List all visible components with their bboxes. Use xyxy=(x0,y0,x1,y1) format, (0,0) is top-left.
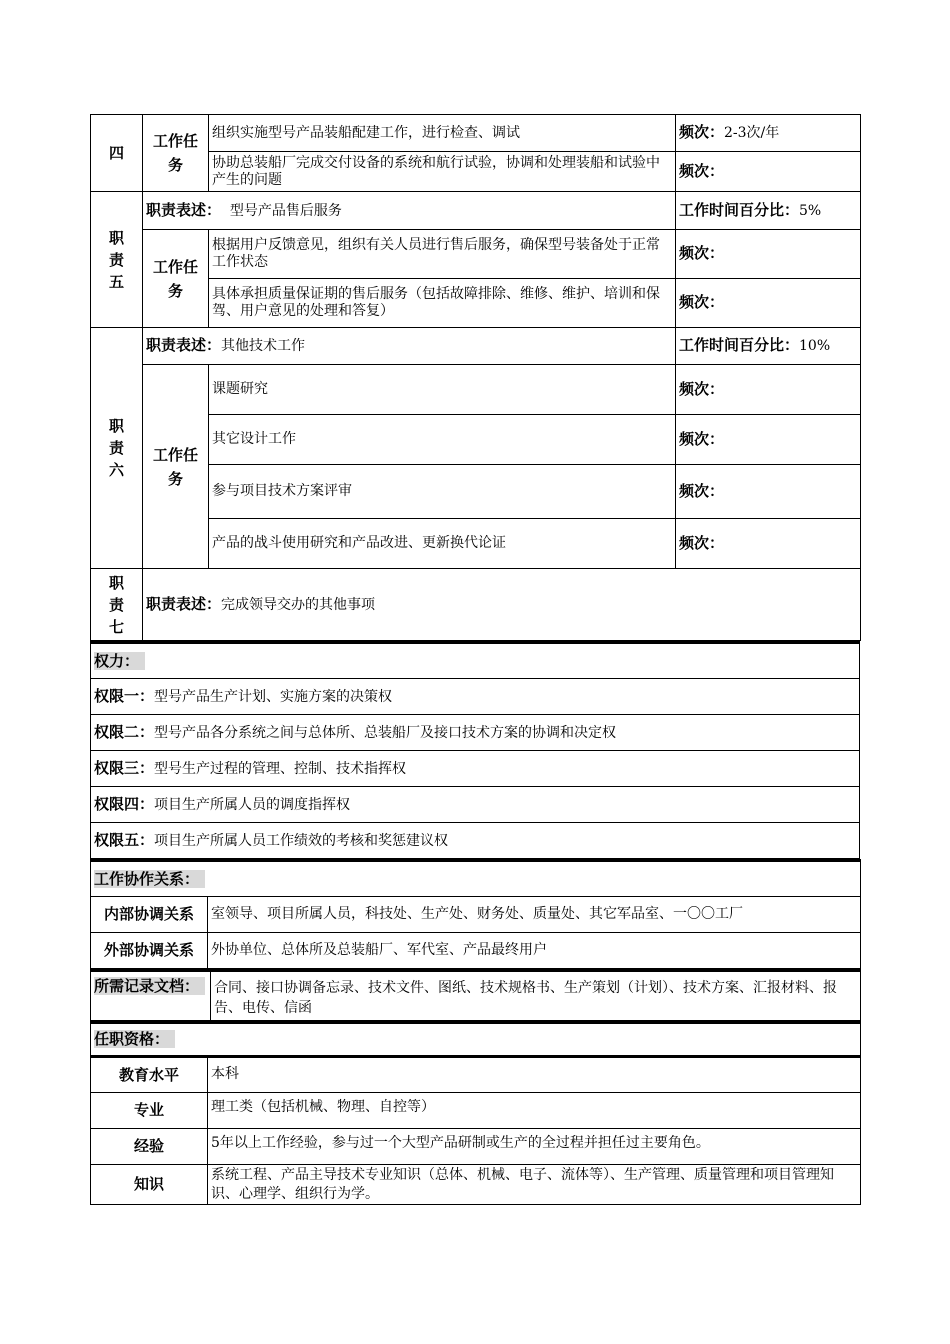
qualification-title: 任职资格： xyxy=(91,1023,861,1057)
duty6-task-2: 其它设计工作 xyxy=(209,415,676,465)
internal-coordination-value: 室领导、项目所属人员，科技处、生产处、财务处、质量处、其它军品室、一〇〇工厂 xyxy=(208,897,861,933)
experience-value: 5年以上工作经验，参与过一个大型产品研制或生产的全过程并担任过主要角色。 xyxy=(208,1129,861,1165)
authority-title: 权力： xyxy=(91,643,860,679)
duty6-task-label: 工作任务 xyxy=(143,365,209,569)
authority-item-5: 权限五：项目生产所属人员工作绩效的考核和奖惩建议权 xyxy=(91,823,860,859)
qualification-table xyxy=(90,1021,861,1205)
duty5-task-1-freq: 频次： xyxy=(676,230,861,279)
experience-label: 经验 xyxy=(91,1129,208,1165)
cooperation-title: 工作协作关系： xyxy=(91,861,861,897)
duty5-time-percent: 工作时间百分比：5% xyxy=(676,192,861,230)
authority-item-2: 权限二：型号产品各分系统之间与总体所、总装船厂及接口技术方案的协调和决定权 xyxy=(91,715,860,751)
authority-item-1: 权限一：型号产品生产计划、实施方案的决策权 xyxy=(91,679,860,715)
cooperation-table xyxy=(90,859,861,969)
education-value: 本科 xyxy=(208,1057,861,1093)
duty5-task-1: 根据用户反馈意见，组织有关人员进行售后服务，确保型号装备处于正常工作状态 xyxy=(209,230,676,279)
records-label: 所需记录文档： xyxy=(91,971,211,1021)
duty7-number: 职责七 xyxy=(91,569,143,641)
duty6-task-4: 产品的战斗使用研究和产品改进、更新换代论证 xyxy=(209,519,676,569)
internal-coordination-label: 内部协调关系 xyxy=(91,897,208,933)
duty4-task-1-freq: 频次：2-3次/年 xyxy=(676,115,861,152)
duty6-time-percent: 工作时间百分比：10% xyxy=(676,328,861,365)
duty6-description: 职责表述：其他技术工作 xyxy=(143,328,676,365)
duty5-task-label: 工作任务 xyxy=(143,230,209,328)
duty5-task-2-freq: 频次： xyxy=(676,279,861,328)
duty6-number: 职责六 xyxy=(91,328,143,569)
authority-item-4: 权限四：项目生产所属人员的调度指挥权 xyxy=(91,787,860,823)
job-description-page xyxy=(90,114,860,1205)
duties-table xyxy=(90,114,861,641)
duty6-task-1-freq: 频次： xyxy=(676,365,861,415)
major-value: 理工类（包括机械、物理、自控等） xyxy=(208,1093,861,1129)
records-value: 合同、接口协调备忘录、技术文件、图纸、技术规格书、生产策划（计划）、技术方案、汇报材料、报告、电传、信函 xyxy=(211,971,861,1021)
authority-table xyxy=(90,641,860,859)
duty6-task-4-freq: 频次： xyxy=(676,519,861,569)
major-label: 专业 xyxy=(91,1093,208,1129)
authority-item-3: 权限三：型号生产过程的管理、控制、技术指挥权 xyxy=(91,751,860,787)
duty6-task-2-freq: 频次： xyxy=(676,415,861,465)
duty6-task-3: 参与项目技术方案评审 xyxy=(209,465,676,519)
duty4-task-2-freq: 频次： xyxy=(676,152,861,192)
duty4-task-label: 工作任务 xyxy=(143,115,209,192)
external-coordination-value: 外协单位、总体所及总装船厂、军代室、产品最终用户 xyxy=(208,933,861,969)
duty4-number: 四 xyxy=(91,115,143,192)
duty7-description: 职责表述：完成领导交办的其他事项 xyxy=(143,569,861,641)
duty4-task-1: 组织实施型号产品装船配建工作，进行检查、调试 xyxy=(209,115,676,152)
duty6-task-1: 课题研究 xyxy=(209,365,676,415)
duty5-number: 职责五 xyxy=(91,192,143,328)
knowledge-value: 系统工程、产品主导技术专业知识（总体、机械、电子、流体等）、生产管理、质量管理和项目管理知识、心理学、组织行为学。 xyxy=(208,1165,861,1205)
records-table xyxy=(90,969,861,1021)
duty5-description: 职责表述： 型号产品售后服务 xyxy=(143,192,676,230)
external-coordination-label: 外部协调关系 xyxy=(91,933,208,969)
duty5-task-2: 具体承担质量保证期的售后服务（包括故障排除、维修、维护、培训和保驾、用户意见的处理和答复） xyxy=(209,279,676,328)
duty6-task-3-freq: 频次： xyxy=(676,465,861,519)
education-label: 教育水平 xyxy=(91,1057,208,1093)
duty4-task-2: 协助总装船厂完成交付设备的系统和航行试验，协调和处理装船和试验中产生的问题 xyxy=(209,152,676,192)
knowledge-label: 知识 xyxy=(91,1165,208,1205)
